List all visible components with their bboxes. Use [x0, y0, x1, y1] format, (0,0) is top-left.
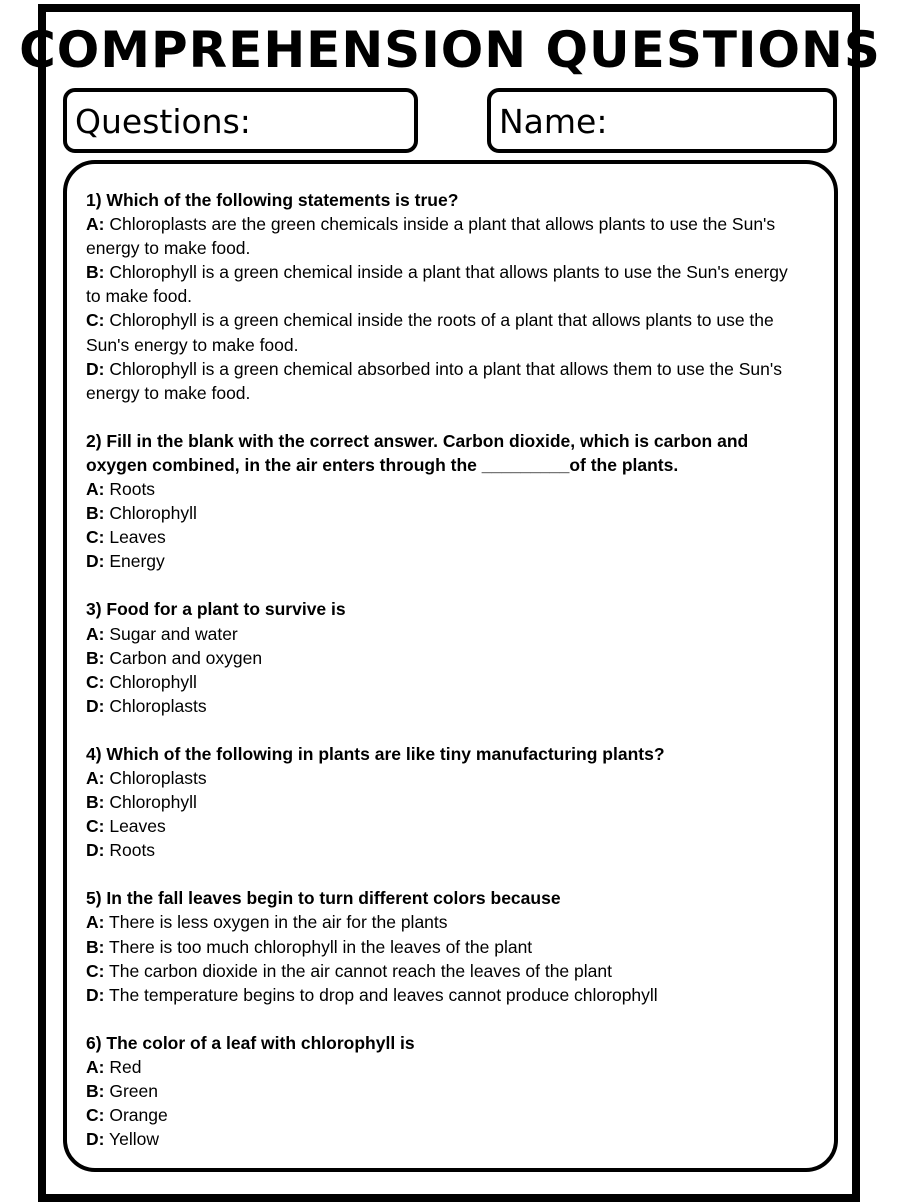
option-text: Red [109, 1056, 142, 1077]
worksheet-title: COMPREHENSION QUESTIONS [19, 21, 881, 79]
option-a [86, 212, 798, 260]
option-letter: A: [86, 912, 105, 933]
question-3 [86, 597, 798, 717]
option-letter: C: [86, 671, 105, 692]
option-b [86, 935, 798, 959]
option-text: Green [109, 1081, 158, 1101]
option-c [86, 1103, 798, 1127]
question-text: 5) In the fall leaves begin to turn different colors because [86, 888, 561, 909]
option-text: Chlorophyll is a green chemical inside the roots of a plant that allows plants to use the Sun's energy to make food. [86, 310, 774, 355]
option-text: Yellow [109, 1129, 159, 1150]
option-text: The carbon dioxide in the air cannot reach the leaves of the plant [109, 960, 612, 981]
option-letter: D: [86, 695, 105, 716]
option-letter: D: [86, 984, 105, 1005]
option-text: Energy [109, 551, 165, 572]
option-letter: A: [86, 623, 105, 644]
option-text: Chlorophyll is a green chemical absorbed into a plant that allows them to use the Sun's energy to make food. [86, 358, 782, 403]
question-5 [86, 886, 798, 1006]
option-d [86, 694, 798, 718]
question-4 [86, 742, 798, 862]
option-text: Leaves [109, 816, 166, 837]
option-letter: D: [86, 358, 105, 379]
option-b [86, 501, 798, 525]
question-text: 3) Food for a plant to survive is [86, 599, 346, 620]
name-label: Name: [499, 102, 608, 141]
question-2 [86, 429, 798, 574]
option-text: Chlorophyll [109, 792, 197, 813]
option-letter: B: [86, 262, 105, 283]
option-letter: B: [86, 1081, 105, 1101]
option-text: Chlorophyll [109, 671, 197, 692]
option-a [86, 1055, 798, 1079]
option-letter: A: [86, 214, 105, 235]
option-letter: B: [86, 936, 105, 957]
option-d [86, 983, 798, 1007]
option-d [86, 1127, 798, 1151]
option-b [86, 260, 798, 308]
option-a [86, 477, 798, 501]
option-d [86, 838, 798, 862]
option-letter: A: [86, 1056, 105, 1077]
questions-field[interactable] [63, 88, 418, 153]
option-a [86, 622, 798, 646]
option-d [86, 357, 798, 405]
option-c [86, 308, 798, 356]
option-text: Chloroplasts [109, 767, 207, 788]
option-letter: B: [86, 647, 105, 668]
option-letter: D: [86, 1129, 105, 1150]
option-c [86, 670, 798, 694]
name-field[interactable] [487, 88, 837, 153]
option-letter: D: [86, 840, 105, 861]
option-b [86, 646, 798, 670]
option-text: Sugar and water [109, 623, 238, 644]
option-text: Roots [109, 840, 156, 861]
option-letter: C: [86, 816, 105, 837]
question-text: 2) Fill in the blank with the correct answer. Carbon dioxide, which is carbon and oxygen combined, in the air enters through the _________of the plants. [86, 430, 749, 475]
option-text: Chlorophyll [109, 503, 197, 524]
questions-label: Questions: [75, 102, 251, 141]
option-text: Chloroplasts [109, 695, 207, 716]
question-text: 6) The color of a leaf with chlorophyll is [86, 1032, 415, 1053]
question-text: 1) Which of the following statements is true? [86, 190, 459, 210]
option-b [86, 790, 798, 814]
option-text: Carbon and oxygen [109, 647, 263, 668]
option-c [86, 814, 798, 838]
option-text: There is less oxygen in the air for the plants [109, 912, 448, 933]
option-text: Roots [109, 479, 156, 500]
option-c [86, 959, 798, 983]
option-letter: C: [86, 310, 105, 331]
option-letter: C: [86, 960, 105, 981]
option-text: Leaves [109, 527, 166, 548]
option-a [86, 766, 798, 790]
option-letter: B: [86, 503, 105, 524]
option-text: Chloroplasts are the green chemicals inside a plant that allows plants to use the Sun's energy to make food. [86, 214, 776, 259]
option-d [86, 549, 798, 573]
question-text: 4) Which of the following in plants are like tiny manufacturing plants? [86, 743, 665, 764]
option-letter: A: [86, 479, 105, 500]
option-b [86, 1079, 798, 1103]
option-text: Chlorophyll is a green chemical inside a plant that allows plants to use the Sun's energy to make food. [86, 262, 788, 307]
option-letter: C: [86, 527, 105, 548]
option-letter: B: [86, 792, 105, 813]
questions-list [86, 188, 798, 1175]
option-c [86, 525, 798, 549]
option-letter: A: [86, 767, 105, 788]
option-text: The temperature begins to drop and leaves cannot produce chlorophyll [109, 984, 658, 1005]
option-text: There is too much chlorophyll in the leaves of the plant [109, 936, 533, 957]
option-letter: C: [86, 1105, 105, 1126]
option-text: Orange [109, 1105, 168, 1126]
option-a [86, 910, 798, 934]
question-1 [86, 188, 798, 405]
option-letter: D: [86, 551, 105, 572]
question-6 [86, 1031, 798, 1151]
